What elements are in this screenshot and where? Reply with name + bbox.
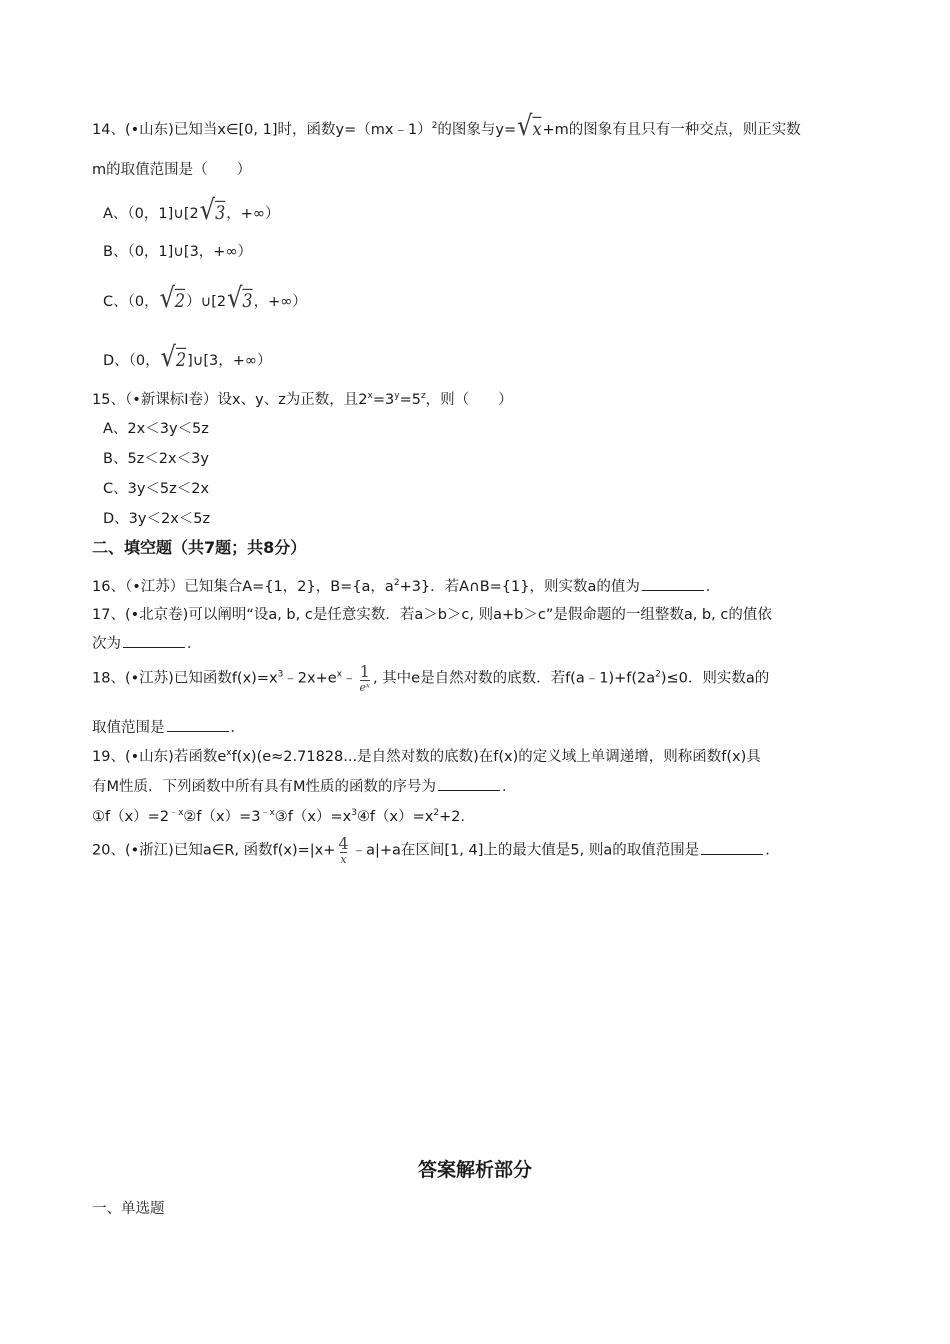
q18-stem-line2: 取值范围是 ． bbox=[92, 720, 245, 736]
answers-title: 答案解析部分 bbox=[417, 1159, 532, 1181]
q17-stem-line1: 17、(•北京卷)可以阐明“设a, b, c是任意实数．若a＞b＞c, 则a+b＞c”是假命题的一组整数a, b, c的值依 bbox=[92, 607, 772, 623]
q15-option-a: A、2x＜3y＜5z bbox=[103, 421, 209, 437]
q14-stem-line2: m的取值范围是（ ） bbox=[92, 162, 252, 178]
q19-function-list: $①f(x)=2^{﹣x}②f(x)=3^{﹣x}③f(x)=x^3④f(x)=x^2+2$． bbox=[92, 808, 475, 825]
q15-stem: 15、（•新课标Ⅰ卷）设x、y、z为正数，且$2^x=3^y=5^z$，则（ ） bbox=[92, 391, 513, 408]
q18-stem-line1: 18、(•江苏)已知函数$f(x)=x^3﹣2x+e^x﹣$ $\frac{1}{\text{eˣ}}$ , 其中e是自然对数的底数．若$f(a﹣1)+f(2a^2)\le 0$．则实数a的 bbox=[92, 662, 770, 694]
q15-option-c: C、3y＜5z＜2x bbox=[103, 481, 210, 497]
fraction-1-over-e-x: $\frac{1}{\text{eˣ}}$ bbox=[359, 662, 370, 694]
q16-stem: 16、（•江苏）已知集合A={1，2}，B={a，$a^2+3$}．若A∩B={1}，则实数a的值为 ． bbox=[92, 578, 721, 595]
sqrt-symbol: √2 bbox=[160, 340, 187, 374]
answer-blank bbox=[123, 635, 185, 648]
q19-stem-line1: 19、(•山东)若函数$e^xf(x)(e\approx 2.71828$...是自然对数的底数)在f(x)的定义域上单调递增，则称函数f(x)具 bbox=[92, 748, 761, 765]
sqrt-symbol: √2 bbox=[159, 281, 186, 315]
answer-blank bbox=[167, 719, 229, 732]
q14-option-c: C、（0，√2）∪[2√3，+∞） bbox=[103, 281, 307, 315]
sqrt-symbol: √3 bbox=[199, 193, 226, 227]
q15-option-b: B、5z＜2x＜3y bbox=[103, 451, 209, 467]
sqrt-symbol: √x bbox=[517, 109, 542, 143]
q14-option-b: B、（0，1]∪[3，+∞） bbox=[103, 244, 253, 260]
fraction-4-over-x: $\frac{4}{x}$ bbox=[338, 834, 349, 866]
answer-blank bbox=[438, 778, 500, 791]
q14-stem-line1: 14、(•山东)已知当x∈[0, 1]时，函数y=（mx﹣1）$^2$的图象与y=√x+m的图象有且只有一种交点，则正实数 bbox=[92, 109, 801, 143]
q14-option-a: A、（0，1]∪[2√3，+∞） bbox=[103, 193, 280, 227]
answer-blank bbox=[642, 578, 704, 591]
q17-stem-line2: 次为 ． bbox=[92, 636, 202, 652]
answer-blank bbox=[701, 842, 763, 855]
q14-option-d: D、（0，√2]∪[3，+∞） bbox=[103, 340, 272, 374]
section-heading-fill-in: 二、填空题（共7题；共8分） bbox=[92, 538, 307, 557]
answers-section-single-choice: 一、单选题 bbox=[92, 1201, 165, 1217]
q19-stem-line2: 有M性质．下列函数中所有具有M性质的函数的序号为 ． bbox=[92, 779, 517, 795]
q20-stem: 20、(•浙江)已知a∈R, 函数f(x)=|x+ $\frac{4}{x}$ ﹣a|+a在区间[1, 4]上的最大值是5, 则a的取值范围是 ． bbox=[92, 834, 780, 866]
sqrt-symbol: √3 bbox=[227, 281, 253, 315]
q15-option-d: D、3y＜2x＜5z bbox=[103, 511, 211, 527]
